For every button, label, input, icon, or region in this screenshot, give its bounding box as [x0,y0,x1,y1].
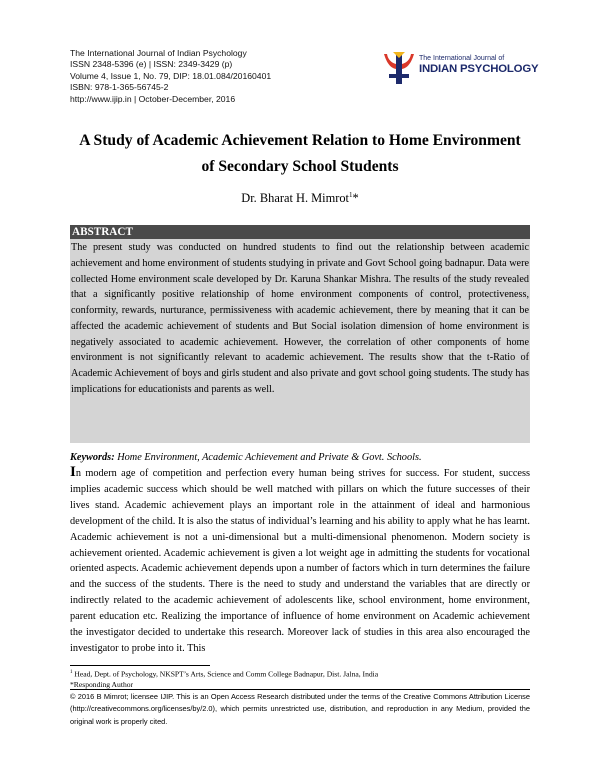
keywords-line [70,452,540,463]
drop-cap: I [70,464,76,480]
footnote-2: *Responding Author [70,680,134,690]
author-affil-mark: 1 [349,191,353,199]
logo-bottom-text: INDIAN PSYCHOLOGY [419,63,539,75]
footnote-1-text: Head, Dept. of Psychology, NKSPT’s Arts, Science and Comm College Badnapur, Dist. Jalna, India [72,669,379,679]
body-paragraph [70,466,530,657]
logo-emblem-icon [382,50,416,86]
footnote-1 [70,668,540,680]
keywords-label: Keywords: [70,452,115,463]
title-line-2: of Secondary School Students [201,158,399,175]
volume-line: Volume 4, Issue 1, No. 79, DIP: 18.01.084/20160401 [70,70,272,81]
issn-line: ISSN 2348-5396 (e) | ISSN: 2349-3429 (p) [70,59,233,70]
footnote-rule [70,665,210,666]
abstract-heading: ABSTRACT [70,225,530,239]
journal-name: The International Journal of Indian Psychology [70,48,247,58]
license-rule [70,689,530,690]
keywords-text: Home Environment, Academic Achievement and Private & Govt. Schools. [117,452,422,463]
footnotes [70,668,540,691]
footnote-1-mark: 1 [70,670,73,675]
author-corr-mark: * [352,191,359,206]
abstract-text: The present study was conducted on hundred students to find out the relationship between academic achievement and home environment of students studying in private and Govt School going badnapur. Data were collected Home environment scale developed by Dr. Karuna Shankar Mishra. The results of the study revealed that a significantly positive relationship of home environment components of control, protectiveness, conformity, rewards, nurturance, permissiveness with academic achievement, there by meaning that it can be affected the academic achievement of students and But Social isolation dimension of home environment is negatively associated to academic achievement. However, the correlation of other components of home environment is not significantly relevant to academic achievement. The results show that the t-Ratio of Academic Achievement of boys and girls student and also private and govt school going students. The study has implications for educationists and parents as well. [70,239,530,443]
isbn-line: ISBN: 978-1-365-56745-2 [70,82,169,93]
title-line-1: A Study of Academic Achievement Relation to Home Environment [79,132,521,149]
logo-top-text: The International Journal of [419,55,505,62]
license-text: © 2016 B Mimrot; licensee IJIP. This is an Open Access Research distributed under the terms of the Creative Commons Attribution License (http://creativecommons.org/licenses/by/2.0), which permits unrestricted use, distribution, and reproduction in any Medium, provided the original work is properly cited. [70,692,530,726]
author-name: Dr. Bharat H. Mimrot [241,191,349,206]
body-text: n modern age of competition and perfection every human being strives for success. For student, success implies academic success which should be well matched with pillars on which the future successes of their lives stand. Academic achievement plays an important role in the attainment of ideal and harmonious development of the child. It is also the status of individual’s learning and his ability to apply what he has learnt. Academic achievement is not a uni-dimensional but a multi-dimensional phenomenon. Modern society is achievement oriented. Academic achievement is given a lot weight age in admitting the students for vocational oriented aspects. Academic achievement depends upon a number of factors which in turn determines the failure and the success of the students. There is the need to study and understand the variables that are directly or indirectly related to the academic achievement of adolescents like, school environment, home environment, parent education etc. Realizing the importance of influence of home environment on Academic achievement the investigator decided to undertake this research. Moreover lack of studies in this area also encouraged the investigator to probe into it. This [70,468,530,654]
url-date-line: http://www.ijip.in | October-December, 2016 [70,93,236,104]
journal-logo [382,50,539,86]
author-line [60,191,540,206]
paper-title [60,128,540,180]
journal-header [70,48,370,105]
